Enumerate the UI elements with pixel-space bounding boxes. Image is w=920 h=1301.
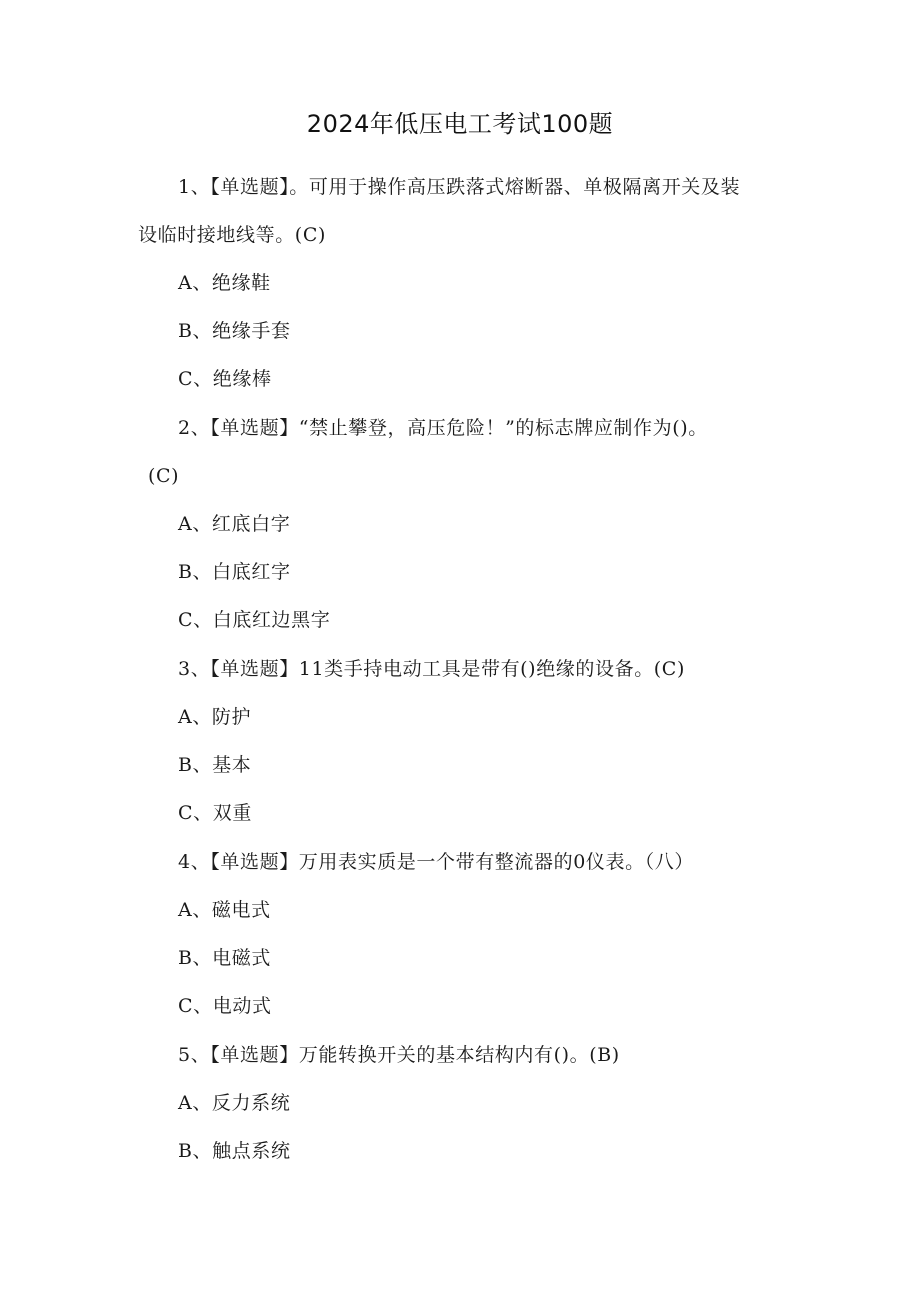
question-4-stem: 4、【单选题】万用表实质是一个带有整流器的0仪表。（八）: [178, 851, 694, 873]
document-title: 2024年低压电工考试100题: [306, 110, 614, 138]
question-1-stem-cont: 设临时接地线等。(C): [138, 224, 326, 246]
question-5-stem: 5、【单选题】万能转换开关的基本结构内有()。(B): [178, 1044, 620, 1066]
question-2-option-a: A、红底白字: [178, 513, 291, 535]
question-5-option-a: A、反力系统: [178, 1092, 291, 1114]
question-1-stem: 1、【单选题】。可用于操作高压跌落式熔断器、单极隔离开关及装: [178, 176, 741, 198]
question-2-option-b: B、白底红字: [178, 561, 291, 583]
question-2-answer: (C): [148, 465, 180, 487]
question-3-option-b: B、基本: [178, 754, 252, 776]
question-1-option-a: A、绝缘鞋: [178, 272, 271, 294]
question-3-option-c: C、双重: [178, 802, 252, 824]
question-1-option-b: B、绝缘手套: [178, 320, 291, 342]
question-4-option-a: A、磁电式: [178, 899, 271, 921]
question-4-option-c: C、电动式: [178, 995, 272, 1017]
question-5-option-b: B、触点系统: [178, 1140, 291, 1162]
question-2-stem: 2、【单选题】“禁止攀登，高压危险！”的标志牌应制作为()。: [178, 417, 708, 439]
question-3-stem: 3、【单选题】11类手持电动工具是带有()绝缘的设备。(C): [178, 658, 685, 680]
question-3-option-a: A、防护: [178, 706, 252, 728]
question-2-option-c: C、白底红边黑字: [178, 609, 331, 631]
question-1-option-c: C、绝缘棒: [178, 368, 272, 390]
question-4-option-b: B、电磁式: [178, 947, 271, 969]
